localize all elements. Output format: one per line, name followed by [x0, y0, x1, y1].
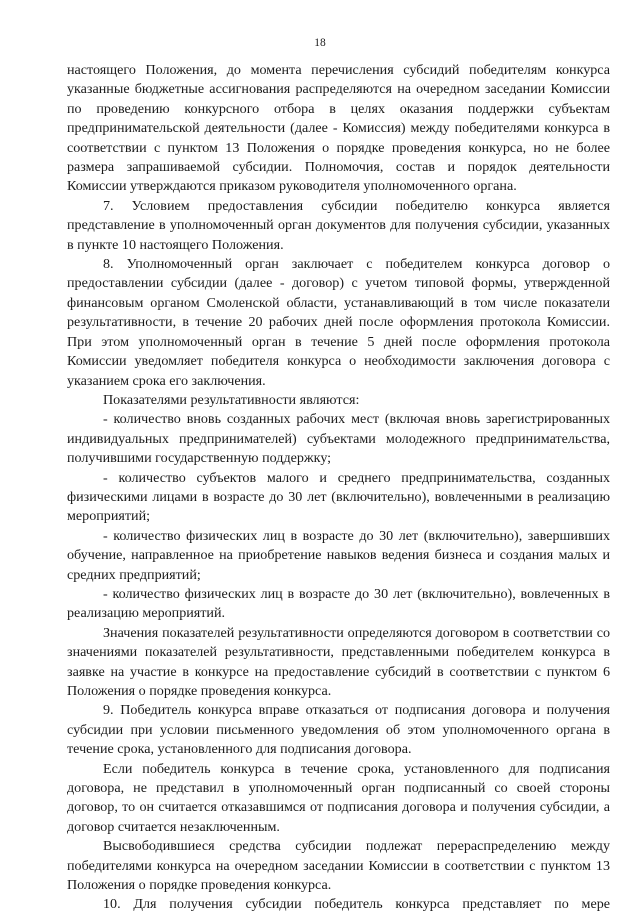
- list-item-smb-created: - количество субъектов малого и среднего предпринимательства, созданных физическими лицами в возрасте до 30 лет (включительно), вовлеченными в реализацию мероприятий;: [67, 469, 610, 525]
- paragraph-indicators-intro: Показателями результативности являются:: [103, 391, 360, 408]
- page-number: 18: [314, 37, 326, 49]
- paragraph-item-8: 8. Уполномоченный орган заключает с победителем конкурса договор о предоставлении субсидии (далее - договор) с учетом типовой формы, утвержденной финансовым органом Смоленской области, устанавливающий в том числе показатели результативности, в течение 20 рабочих дней после оформления протокола Комиссии. При этом уполномоченный орган в течение 5 дней после оформления протокола Комиссии уведомляет победителя конкурса о необходимости заключения договора с указанием срока его заключения.: [67, 256, 610, 389]
- paragraph-refusal: Если победитель конкурса в течение срока, установленного для подписания договора, не представил в уполномоченный орган подписанный со своей стороны договор, то он считается отказавшимся от подписания договора и получения субсидии, а договор считается незаключенным.: [67, 760, 610, 835]
- paragraph-item-9: 9. Победитель конкурса вправе отказаться от подписания договора и получения субсидии при условии письменного уведомления об этом уполномоченного органа в течение срока, установленного для подписания договора.: [67, 702, 610, 758]
- paragraph-indicator-values: Значения показателей результативности определяются договором в соответствии со значениями показателей результативности, представленными победителем конкурса в заявке на участие в конкурсе на предоставление субсидий в соответствии с пунктом 6 Положения о порядке проведения конкурса.: [67, 624, 610, 699]
- list-item-involved: - количество физических лиц в возрасте до 30 лет (включительно), вовлеченных в реализацию мероприятий.: [67, 585, 610, 622]
- list-item-training: - количество физических лиц в возрасте до 30 лет (включительно), завершивших обучение, направленное на приобретение навыков ведения бизнеса и создания малых и средних предприятий;: [67, 527, 610, 583]
- paragraph-item-10: 10. Для получения субсидии победитель конкурса представляет по мере: [103, 896, 610, 913]
- list-item-jobs: - количество вновь созданных рабочих мест (включая вновь зарегистрированных индивидуальных предпринимателей) субъектами молодежного предпринимательства, получившими государственную поддержку;: [67, 411, 610, 467]
- paragraph-item-7: 7. Условием предоставления субсидии победителю конкурса является представление в уполномоченный орган документов для получения субсидии, указанных в пункте 10 настоящего Положения.: [67, 197, 610, 253]
- paragraph-continuation: настоящего Положения, до момента перечисления субсидий победителям конкурса указанные бюджетные ассигнования распределяются на очередном заседании Комиссии по проведению конкурсного отбора в целях оказания поддержки субъектам предпринимательской деятельности (далее - Комиссия) между победителями конкурса в соответствии с пунктом 13 Положения о порядке проведения конкурса, но не более размера запрашиваемой субсидии. Полномочия, состав и порядок деятельности Комиссии утверждаются приказом руководителя уполномоченного органа.: [67, 62, 610, 195]
- paragraph-redistribution: Высвободившиеся средства субсидии подлежат перераспределению между победителями конкурса на очередном заседании Комиссии в соответствии с пунктом 13 Положения о порядке проведения конкурса.: [67, 838, 610, 894]
- document-body: [67, 61, 610, 915]
